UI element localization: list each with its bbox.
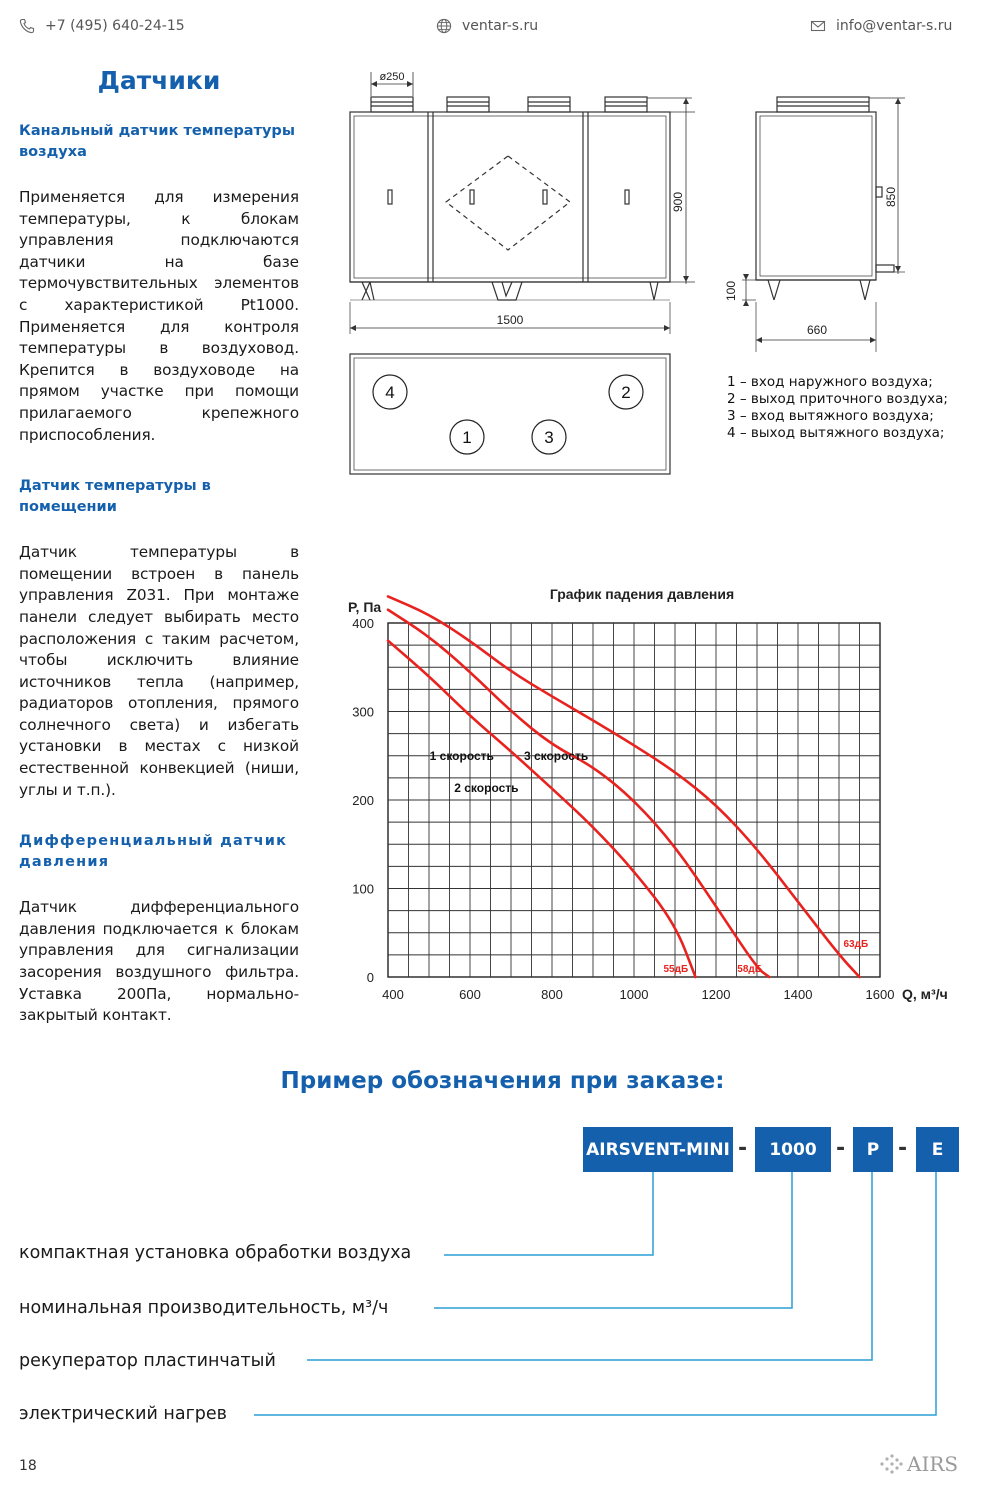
legend-item: 2 – выход приточного воздуха; (727, 391, 948, 407)
order-label-capacity: номинальная производительность, м³/ч (19, 1298, 389, 1318)
y-tick-label: 200 (352, 793, 374, 808)
x-tick-label: 1400 (783, 987, 813, 1002)
page-header (0, 18, 1005, 42)
series-end-label: 63дБ (843, 939, 869, 950)
series-name-label: 3 скорость (523, 749, 589, 764)
dim-diameter-label: ø250 (379, 71, 405, 83)
x-tick-label: 1600 (865, 987, 895, 1002)
envelope-icon (810, 18, 826, 34)
y-tick-label: 100 (352, 881, 374, 897)
x-tick-labels (382, 987, 894, 1002)
series-labels (430, 749, 869, 975)
series-line (388, 610, 769, 977)
x-tick-label: 1000 (619, 987, 649, 1002)
code-separator: - (836, 1136, 846, 1161)
series-name-label: 2 скорость (454, 781, 519, 796)
port-number: 1 (462, 428, 472, 447)
dim-side-height-label: 850 (884, 186, 898, 208)
legend-item: 3 – вход вытяжного воздуха; (727, 408, 934, 424)
port-number: 2 (621, 383, 631, 402)
phone-icon (19, 18, 35, 34)
phone-text: +7 (495) 640-24-15 (45, 18, 185, 34)
y-tick-label: 0 (366, 970, 374, 985)
dim-length-label: 1500 (496, 313, 524, 327)
y-tick-label: 300 (352, 704, 374, 720)
brand-logo (878, 1452, 958, 1476)
code-model-box: AIRSVENT-MINI (583, 1127, 733, 1172)
series-end-label: 55дБ (663, 964, 689, 975)
y-tick-label: 400 (352, 616, 374, 631)
pressure-drop-chart (330, 580, 980, 1010)
sensors-section (19, 60, 299, 1057)
chart-title: График падения давления (549, 586, 735, 602)
section-title: Датчики (97, 66, 221, 95)
code-separator: - (898, 1136, 908, 1161)
header-site[interactable] (436, 18, 538, 34)
email-text: info@ventar-s.ru (836, 18, 953, 34)
legend-item: 4 – выход вытяжного воздуха; (727, 425, 945, 441)
x-tick-label: 1200 (701, 987, 731, 1002)
series-end-label: 58дБ (737, 964, 762, 975)
globe-icon (436, 18, 452, 34)
duct-sensor-text: Применяется для измерения температуры, к блокам управления подключаются датчики на базе термочувствительных элементов с характеристикой Pt1000. Применяется для контроля температуры в воздуховод. Крепится в воздуховоде на прямом участке при помощи прилагаемого крепежного приспособления. (19, 188, 299, 444)
diff-sensor-heading: Дифференциальный датчик давления (19, 833, 288, 871)
dim-leg-label: 100 (724, 280, 738, 302)
ports-legend (727, 374, 948, 442)
dim-width-label: 660 (806, 323, 828, 337)
code-recuperator-box: P (853, 1127, 893, 1172)
top-view-body (350, 354, 670, 474)
x-tick-label: 800 (541, 987, 563, 1002)
room-sensor-heading: Датчик температуры в помещении (19, 478, 211, 516)
room-sensor-text: Датчик температуры в помещении встроен в панель управления Z031. При монтаже панели следует выбирать место расположения с таким расчетом, чтобы исключить влияние источников тепла (например, радиаторов отопления, прямого солнечного света) и избегать установки в местах с низкой естественной конвекцией (ниши, углы и т.п.). (19, 543, 299, 799)
logo-text: AIRS (907, 1452, 959, 1476)
duct-sensor-heading: Канальный датчик температуры воздуха (19, 123, 295, 160)
page-number: 18 (19, 1458, 37, 1474)
order-label-unit: компактная установка обработки воздуха (19, 1243, 412, 1263)
y-axis-label: P, Па (348, 599, 382, 615)
port-number: 3 (544, 428, 554, 447)
header-phone[interactable] (19, 18, 185, 34)
x-tick-label: 600 (459, 987, 481, 1002)
port-number: 4 (385, 383, 395, 402)
x-axis-label: Q, м³/ч (902, 986, 948, 1002)
legend-item: 1 – вход наружного воздуха; (727, 374, 933, 390)
order-label-recuperator: рекуператор пластинчатый (19, 1351, 276, 1371)
code-separator: - (738, 1136, 748, 1161)
code-capacity-box: 1000 (755, 1127, 831, 1172)
dim-height-label: 900 (671, 191, 685, 213)
header-email[interactable] (810, 18, 952, 34)
diff-sensor-text: Датчик дифференциального давления подключается к блокам управления для сигнализации засорения воздушного фильтра. Уставка 200Па, нормально-закрытый контакт. (19, 898, 299, 1025)
y-tick-labels (352, 616, 374, 985)
site-text: ventar-s.ru (462, 18, 539, 34)
side-view-body (756, 112, 876, 280)
x-tick-label: 400 (382, 987, 404, 1002)
order-example-title: Пример обозначения при заказе: (280, 1068, 725, 1094)
logo-dots-icon (878, 1453, 904, 1475)
series-name-label: 1 скорость (429, 749, 494, 764)
code-heater-box: E (916, 1127, 959, 1172)
order-label-heater: электрический нагрев (19, 1404, 227, 1424)
front-view-body (350, 112, 670, 282)
